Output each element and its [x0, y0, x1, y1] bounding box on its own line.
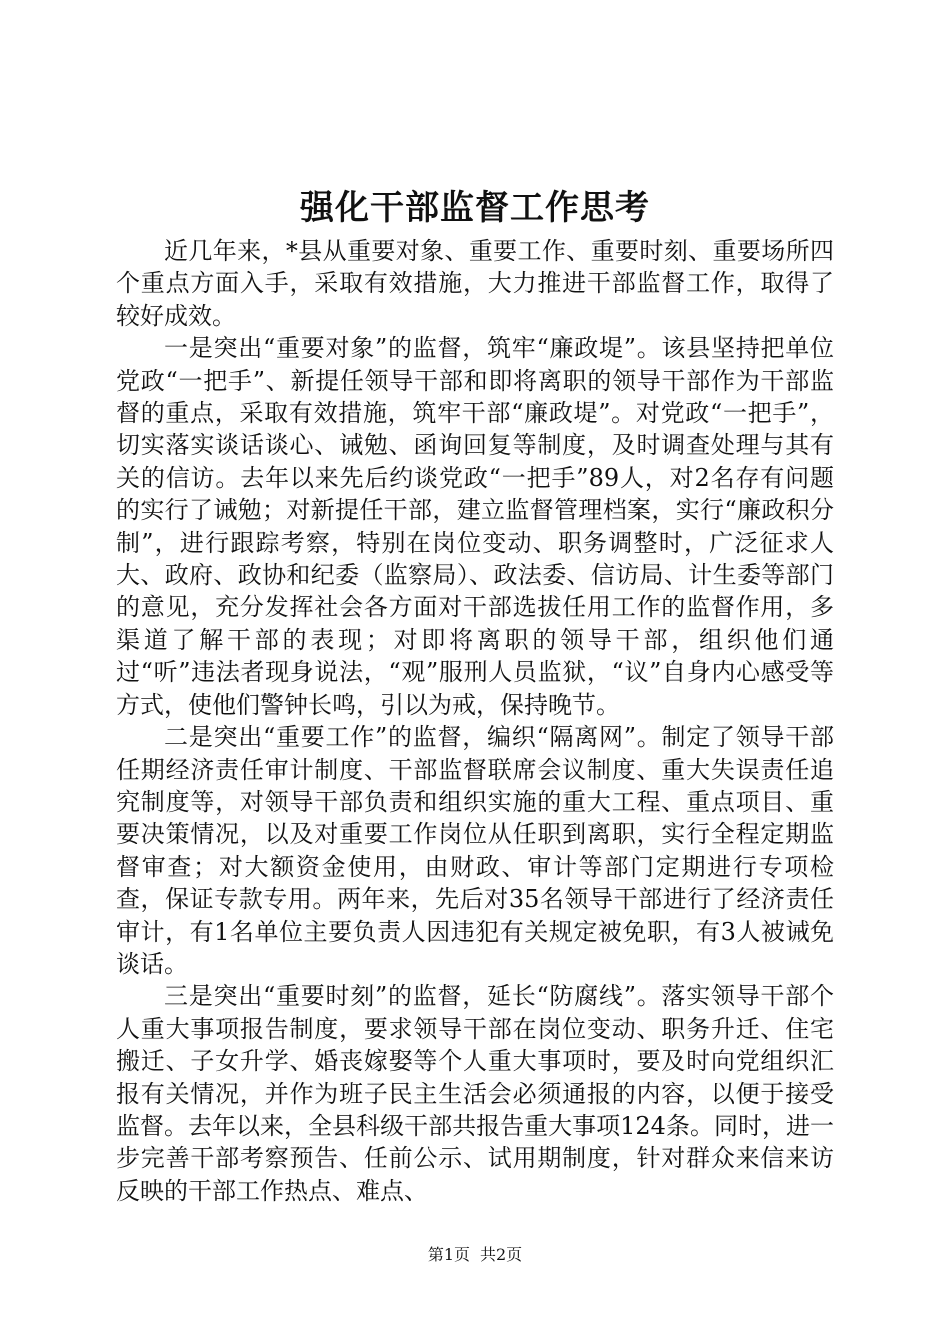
paragraph-important-objects: 一是突出“重要对象”的监督，筑牢“廉政堤”。该县坚持把单位党政“一把手”、新提任领导干部和即将离职的领导干部作为干部监督的重点，采取有效措施，筑牢干部“廉政堤”。对党政“一把手”，切实落实谈话谈心、诫勉、函询回复等制度，及时调查处理与其有关的信访。去年以来先后约谈党政“一把手”89人，对2名存有问题的实行了诫勉；对新提任干部，建立监督管理档案，实行“廉政积分制”，进行跟踪考察，特别在岗位变动、职务调整时，广泛征求人大、政府、政协和纪委（监察局）、政法委、信访局、计生委等部门的意见，充分发挥社会各方面对干部选拔任用工作的监督作用，多渠道了解干部的表现；对即将离职的领导干部，组织他们通过“听”违法者现身说法，“观”服刑人员监狱，“议”自身内心感受等方式，使他们警钟长鸣，引以为戒，保持晚节。	[116, 334, 834, 719]
page-number: 第1页	[427, 1245, 470, 1264]
paragraph-intro: 近几年来，*县从重要对象、重要工作、重要时刻、重要场所四个重点方面入手，采取有效措施，大力推进干部监督工作，取得了较好成效。	[116, 237, 834, 330]
document-title: 强化干部监督工作思考	[300, 188, 650, 228]
page-footer	[0, 1243, 950, 1267]
paragraph-important-work: 二是突出“重要工作”的监督，编织“隔离网”。制定了领导干部任期经济责任审计制度、干部监督联席会议制度、重大失误责任追究制度等，对领导干部负责和组织实施的重大工程、重点项目、重要决策情况，以及对重要工作岗位从任职到离职，实行全程定期监督审查；对大额资金使用，由财政、审计等部门定期进行专项检查，保证专款专用。两年来，先后对35名领导干部进行了经济责任审计，有1名单位主要负责人因违犯有关规定被免职，有3人被诫免谈话。	[116, 723, 834, 978]
page-total: 共2页	[480, 1245, 523, 1264]
paragraph-important-moments: 三是突出“重要时刻”的监督，延长“防腐线”。落实领导干部个人重大事项报告制度，要求领导干部在岗位变动、职务升迁、住宅搬迁、子女升学、婚丧嫁娶等个人重大事项时，要及时向党组织汇报有关情况，并作为班子民主生活会必须通报的内容，以便于接受监督。去年以来，全县科级干部共报告重大事项124条。同时，进一步完善干部考察预告、任前公示、试用期制度，针对群众来信来访反映的干部工作热点、难点、	[116, 982, 834, 1205]
document-body	[116, 235, 834, 1207]
